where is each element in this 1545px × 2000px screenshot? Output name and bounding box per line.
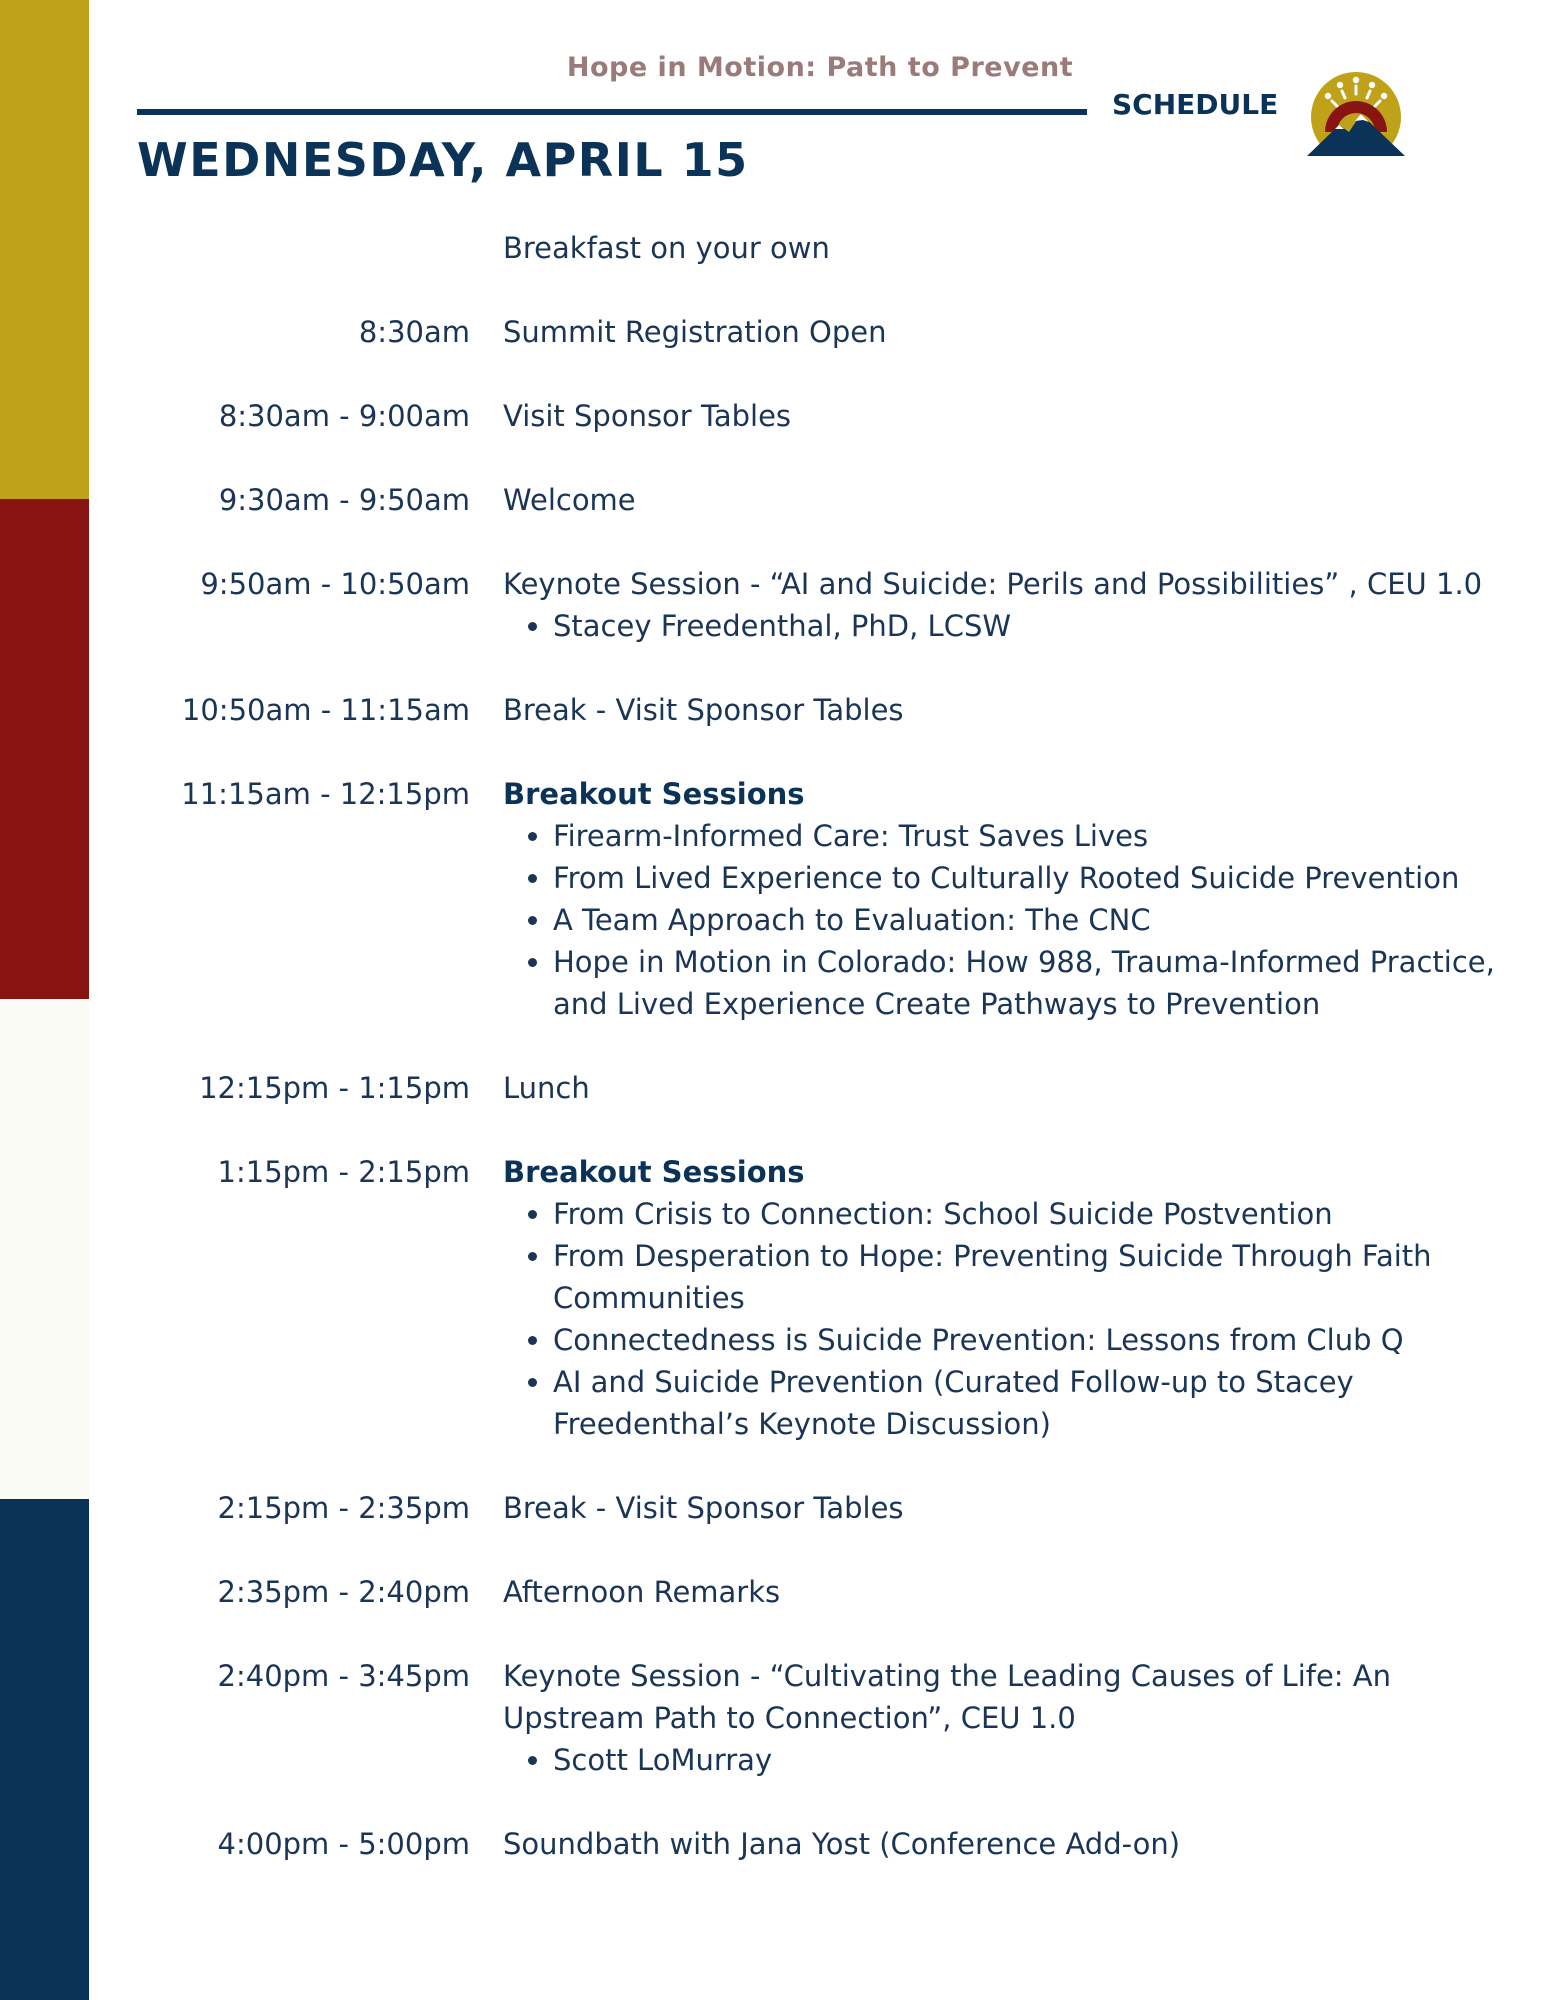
schedule-title: Lunch [503,1071,590,1105]
header-rule [137,109,1087,115]
schedule-content [503,1487,1503,1529]
session-item: • From Crisis to Connection: School Suicide Postvention [553,1193,1503,1235]
schedule-content [503,1823,1503,1865]
schedule-content [503,227,1503,269]
schedule-time: 8:30am - 9:00am [218,399,470,433]
schedule-row [137,1655,1517,1781]
day-title: WEDNESDAY, APRIL 15 [137,133,749,187]
event-title: Hope in Motion: Path to Prevent [566,52,1074,83]
color-stripe-cream [0,999,89,1499]
schedule-time: 9:50am - 10:50am [200,567,470,601]
session-item: • Scott LoMurray [553,1739,1503,1781]
session-list [503,1739,1503,1781]
schedule-title: Visit Sponsor Tables [503,399,792,433]
session-item: • Connectedness is Suicide Prevention: Lessons from Club Q [553,1319,1503,1361]
schedule-content [503,1067,1503,1109]
schedule-time: 2:35pm - 2:40pm [217,1575,470,1609]
color-stripe-gold [0,0,89,499]
schedule-row [137,1571,1517,1613]
schedule-time: 2:40pm - 3:45pm [217,1659,470,1693]
session-item: • Hope in Motion in Colorado: How 988, Trauma-Informed Practice, and Lived Experience Create Pathways to Prevention [553,941,1503,1025]
session-item: • From Desperation to Hope: Preventing Suicide Through Faith Communities [553,1235,1503,1319]
schedule-row [137,563,1517,647]
session-item: • From Lived Experience to Culturally Rooted Suicide Prevention [553,857,1503,899]
schedule-time: 9:30am - 9:50am [218,483,470,517]
schedule-time: 11:15am - 12:15pm [181,777,470,811]
schedule-title: Summit Registration Open [503,315,887,349]
schedule-row [137,689,1517,731]
schedule-content [503,689,1503,731]
schedule-time: 1:15pm - 2:15pm [217,1155,470,1189]
schedule-title: Breakfast on your own [503,231,830,265]
schedule-row [137,311,1517,353]
schedule-title: Afternoon Remarks [503,1575,781,1609]
schedule-content [503,395,1503,437]
schedule-title: Break - Visit Sponsor Tables [503,1491,904,1525]
schedule-row [137,773,1517,1025]
session-list [503,1193,1503,1445]
schedule-content [503,1151,1503,1445]
schedule-row [137,1151,1517,1445]
schedule-row [137,1823,1517,1865]
schedule-content [503,311,1503,353]
schedule-title: Soundbath with Jana Yost (Conference Add-on) [503,1827,1181,1861]
schedule-content [503,563,1503,647]
schedule-content [503,1655,1503,1781]
mountain-sun-logo-icon [1303,70,1409,156]
schedule-title: Keynote Session - “AI and Suicide: Perils and Possibilities” , CEU 1.0 [503,567,1483,601]
session-item: • AI and Suicide Prevention (Curated Follow-up to Stacey Freedenthal’s Keynote Discussion) [553,1361,1503,1445]
session-list [503,815,1503,1025]
schedule-row [137,1487,1517,1529]
schedule-row [137,479,1517,521]
schedule-label: SCHEDULE [1112,88,1279,121]
session-item: • Stacey Freedenthal, PhD, LCSW [553,605,1503,647]
schedule-row [137,227,1517,269]
schedule-time: 2:15pm - 2:35pm [217,1491,470,1525]
schedule-time: 8:30am [358,315,470,349]
session-list [503,605,1503,647]
schedule-row [137,395,1517,437]
schedule-time: 4:00pm - 5:00pm [217,1827,470,1861]
schedule-row [137,1067,1517,1109]
schedule-title: Breakout Sessions [503,777,805,811]
schedule-time: 12:15pm - 1:15pm [199,1071,470,1105]
schedule-title: Breakout Sessions [503,1155,805,1189]
schedule-title: Welcome [503,483,636,517]
schedule-time: 10:50am - 11:15am [181,693,470,727]
session-item: • Firearm-Informed Care: Trust Saves Lives [553,815,1503,857]
schedule-content [503,1571,1503,1613]
schedule-content [503,773,1503,1025]
color-stripe-navy [0,1499,89,2000]
schedule-title: Break - Visit Sponsor Tables [503,693,904,727]
session-item: • A Team Approach to Evaluation: The CNC [553,899,1503,941]
color-stripe-red [0,499,89,999]
schedule-content [503,479,1503,521]
schedule-list [137,227,1517,1907]
schedule-title: Keynote Session - “Cultivating the Leading Causes of Life: An Upstream Path to Connection”, CEU 1.0 [503,1659,1392,1735]
